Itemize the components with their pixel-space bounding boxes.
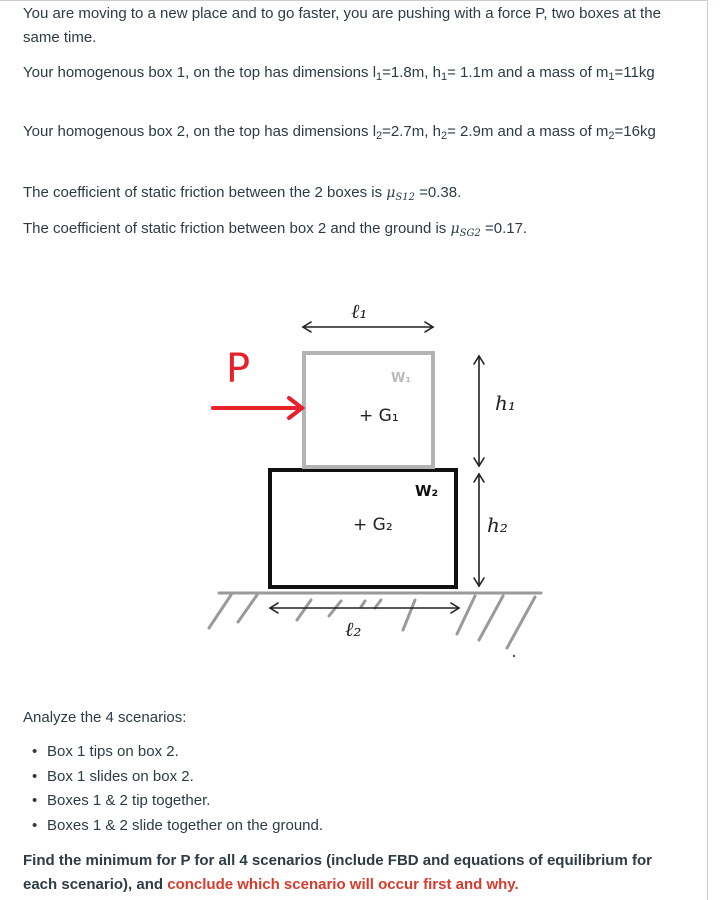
h1-label: h₁ — [495, 391, 516, 415]
boxes-diagram — [193, 280, 563, 660]
final-conclusion: conclude which scenario will occur first and why. — [167, 876, 519, 893]
g1-label: + G₁ — [359, 406, 399, 426]
l2-dimension-arrow — [270, 603, 459, 613]
list-item: • Box 1 tips on box 2. — [47, 740, 323, 765]
ground-hatching — [209, 593, 541, 648]
mu-sg2-symbol: $\mu_{SG2}$ — [450, 221, 481, 239]
list-item: • Box 1 slides on box 2. — [47, 765, 323, 790]
l1-dimension-arrow — [303, 322, 433, 332]
box2-sub-h: 2 — [440, 130, 448, 142]
box2-sub-l: 2 — [376, 130, 383, 142]
box1-mid1: =1.8m, h — [382, 64, 441, 81]
mu-s12-symbol: $\mu_{S12}$ — [386, 185, 415, 203]
w1-label: W₁ — [391, 371, 412, 386]
stray-dot — [513, 655, 515, 657]
box2-text — [23, 120, 683, 144]
w2-label: W₂ — [415, 482, 439, 500]
friction12-value: =0.38. — [414, 184, 462, 201]
final-instruction — [23, 849, 663, 897]
list-item: • Boxes 1 & 2 tip together. — [47, 789, 323, 814]
h2-label: h₂ — [487, 513, 508, 537]
final-main: Find the minimum for P for all 4 scenarios (include FBD and equations of equilibrium for each scenario), and — [23, 852, 652, 893]
box2-prefix: Your homogenous box 2, on the top has dimensions l — [23, 123, 377, 140]
box2-mid1: =2.7m, h — [382, 123, 441, 140]
intro-text: You are moving to a new place and to go faster, you are pushing with a force P, two boxes at the same time. — [23, 5, 661, 46]
friction-ground-text — [23, 217, 683, 241]
h2-dimension-arrow — [474, 474, 484, 586]
box2-suffix: =16kg — [614, 123, 656, 140]
frictionSG-value: =0.17. — [480, 220, 528, 237]
l1-label: ℓ₁ — [351, 299, 368, 323]
g2-label: + G₂ — [353, 515, 393, 535]
l2-label: ℓ₂ — [345, 617, 362, 641]
h1-dimension-arrow — [474, 356, 484, 466]
box1-sub-l: 1 — [376, 71, 383, 83]
friction-boxes-text — [23, 181, 683, 205]
box1-mid2: = 1.1m and a mass of m — [447, 64, 609, 81]
force-label: P — [226, 346, 251, 392]
friction12-prefix: The coefficient of static friction between the 2 boxes is — [23, 184, 387, 201]
frictionSG-prefix: The coefficient of static friction between box 2 and the ground is — [23, 220, 451, 237]
box1-text — [23, 61, 683, 85]
box1-prefix: Your homogenous box 1, on the top has dimensions l — [23, 64, 377, 81]
scenario-list — [23, 740, 323, 838]
box1-suffix: =11kg — [614, 64, 655, 81]
box2-mid2: = 2.9m and a mass of m — [447, 123, 609, 140]
analyze-label: Analyze the 4 scenarios: — [23, 709, 187, 726]
list-item: • Boxes 1 & 2 slide together on the ground. — [47, 814, 323, 839]
box1-sub-h: 1 — [440, 71, 448, 83]
box2-sub-m: 2 — [608, 130, 615, 142]
force-arrow — [213, 398, 302, 418]
box1-sub-m: 1 — [608, 71, 615, 83]
